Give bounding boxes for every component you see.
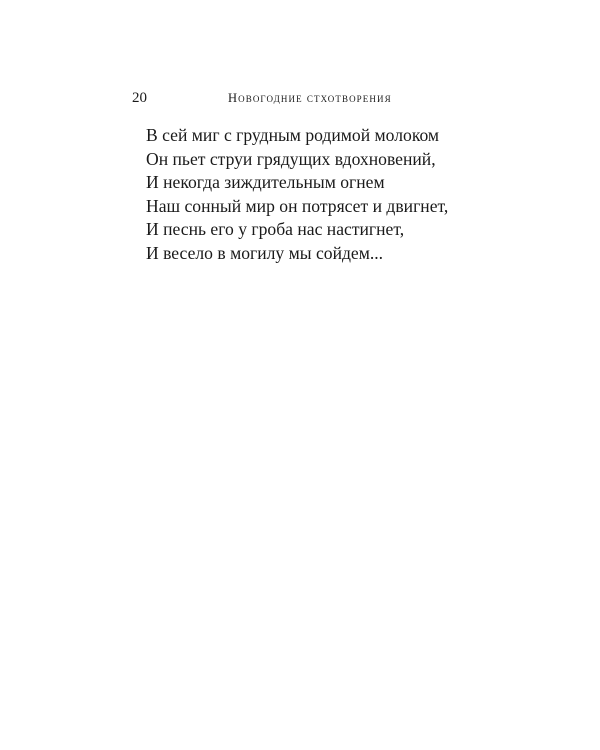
poem-line: В сей миг с грудным родимой молоком xyxy=(146,125,440,145)
page-number: 20 xyxy=(132,90,147,106)
poem-line: И песнь его у гроба нас настигнет, xyxy=(146,219,405,240)
poem-line: Он пьет струи грядущих вдохновений, xyxy=(146,148,436,169)
poem-line: И некогда зиждительным огнем xyxy=(146,172,385,193)
running-head xyxy=(132,89,462,109)
poem-stanza xyxy=(146,124,448,266)
poem-line: Наш сонный мир он потрясет и двигнет, xyxy=(146,195,449,216)
poem-line: И весело в могилу мы сойдем... xyxy=(146,242,384,263)
running-title: Новогодние стхотворения xyxy=(228,91,392,105)
